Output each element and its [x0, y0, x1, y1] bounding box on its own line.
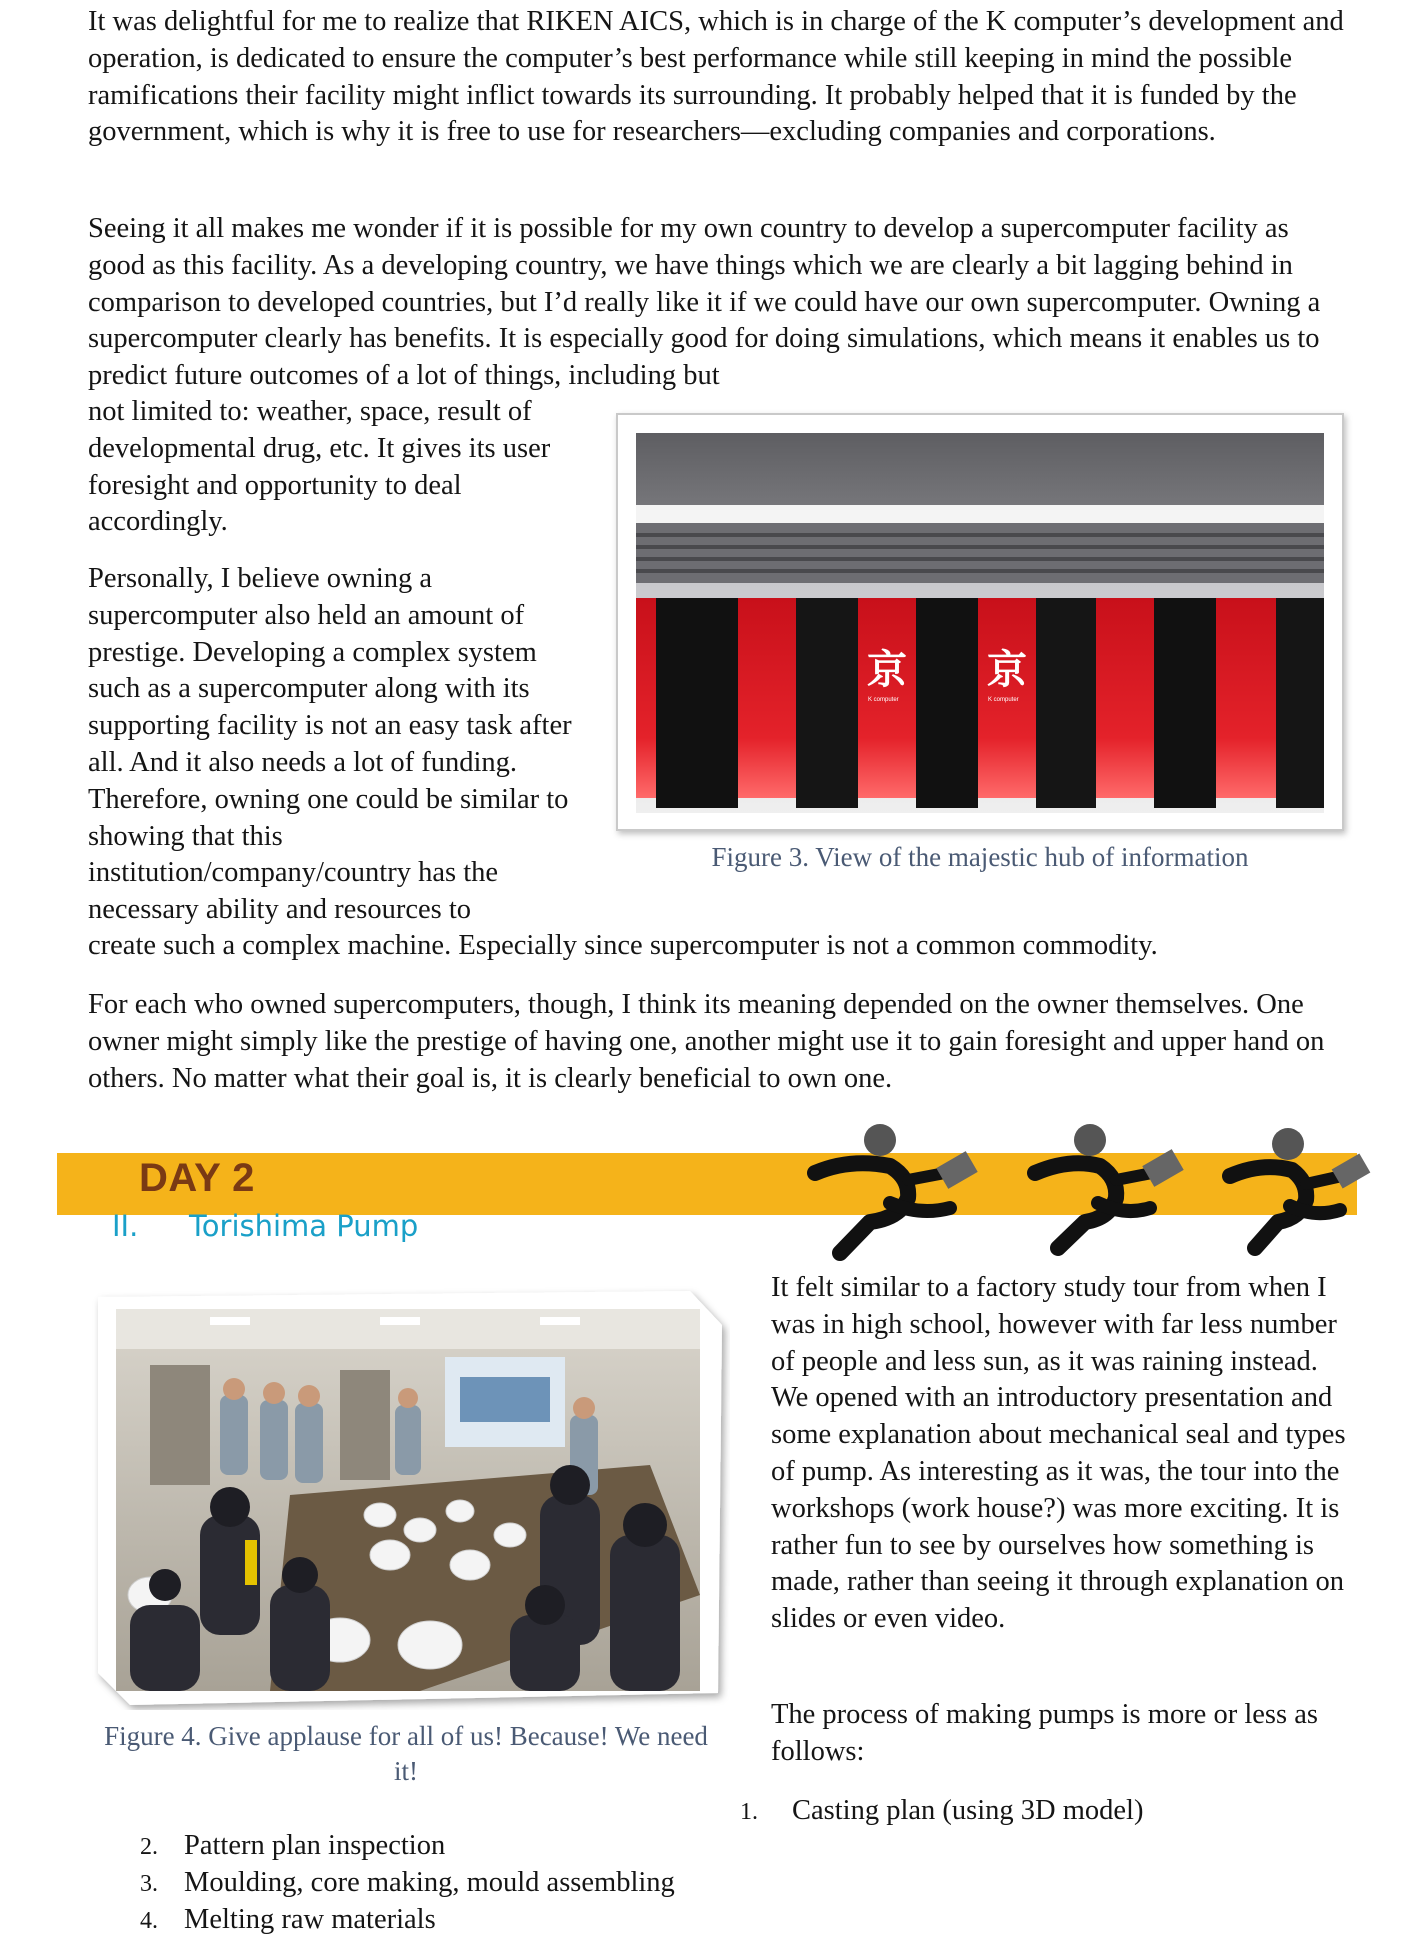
- section-number: II.: [112, 1209, 139, 1243]
- list-item-number: 4.: [140, 1908, 158, 1934]
- figure-3-frame: [616, 413, 1344, 831]
- paragraph-prestige-cont: create such a complex machine. Especially since supercomputer is not a common commodity.: [88, 930, 1158, 961]
- svg-text:K computer: K computer: [988, 697, 1019, 703]
- list-item-text: Moulding, core making, mould assembling: [184, 1867, 675, 1898]
- k-computer-photo: [636, 433, 1324, 813]
- figure-4-caption: Figure 4. Give applause for all of us! Because! We need it!: [104, 1721, 708, 1786]
- list-item: [140, 1904, 436, 1936]
- list-item: [740, 1795, 1143, 1827]
- list-item: [140, 1867, 675, 1899]
- svg-text:京: 京: [987, 646, 1027, 693]
- section-heading: [112, 1209, 418, 1243]
- list-item-text: Melting raw materials: [184, 1904, 436, 1935]
- paragraph-supercomputer-country-cont: not limited to: weather, space, result of developmental drug, etc. It gives its user foresight and opportunity to deal accordingly.: [88, 396, 551, 538]
- list-item-number: 1.: [740, 1799, 758, 1825]
- list-item-number: 2.: [140, 1834, 158, 1860]
- k-computer-illustration: [636, 433, 1324, 813]
- paragraph-prestige: Personally, I believe owning a supercomputer also held an amount of prestige. Developing a complex system such as a supercomputer along with its supporting facility is not an easy task after all. And it also needs a lot of funding. Therefore, owning one could be similar to showing that this institution/company/country has the necessary ability and resources to: [88, 563, 572, 926]
- paragraph-intro: It was delightful for me to realize that RIKEN AICS, which is in charge of the K computer’s development and operation, is dedicated to ensure the computer’s best performance while still keeping in mind the possible ramifications their facility might inflict towards its surrounding. It probably helped that it is funded by the government, which is why it is free to use for researchers—excluding companies and corporations.: [88, 6, 1344, 148]
- svg-text:K computer: K computer: [868, 697, 899, 703]
- list-item-text: Casting plan (using 3D model): [792, 1795, 1144, 1826]
- svg-text:京: 京: [867, 646, 907, 693]
- paragraph-factory-tour: It felt similar to a factory study tour from when I was in high school, however with far less number of people and less sun, as it was raining instead. We opened with an introductory presentation and some explanation about mechanical seal and types of pump. As interesting as it was, the tour into the workshops (work house?) was more exciting. It is rather fun to see by ourselves how something is made, rather than seeing it through explanation on slides or even video.: [771, 1272, 1346, 1635]
- figure-3-caption: Figure 3. View of the majestic hub of information: [711, 842, 1249, 872]
- list-item-text: Pattern plan inspection: [184, 1830, 446, 1861]
- section-title: Torishima Pump: [189, 1209, 419, 1243]
- list-item-number: 3.: [140, 1871, 158, 1897]
- running-figures-icon: [800, 1118, 1375, 1268]
- paragraph-ownership: For each who owned supercomputers, though, I think its meaning depended on the owner themselves. One owner might simply like the prestige of having one, another might use it to gain foresight and upper hand on others. No matter what their goal is, it is clearly beneficial to own one.: [88, 989, 1325, 1094]
- day-label: DAY 2: [139, 1156, 255, 1200]
- paragraph-supercomputer-country: Seeing it all makes me wonder if it is possible for my own country to develop a supercomputer facility as good as this facility. As a developing country, we have things which we are clearly a bit lagging behind in comparison to developed countries, but I’d really like it if we could have our own supercomputer. Owning a supercomputer clearly has benefits. It is especially good for doing simulations, which means it enables us to predict future outcomes of a lot of things, including but: [88, 213, 1321, 392]
- list-item: [140, 1830, 445, 1862]
- figure-4-photo-frame: [90, 1285, 730, 1710]
- paragraph-process-intro: The process of making pumps is more or less as follows:: [771, 1699, 1318, 1767]
